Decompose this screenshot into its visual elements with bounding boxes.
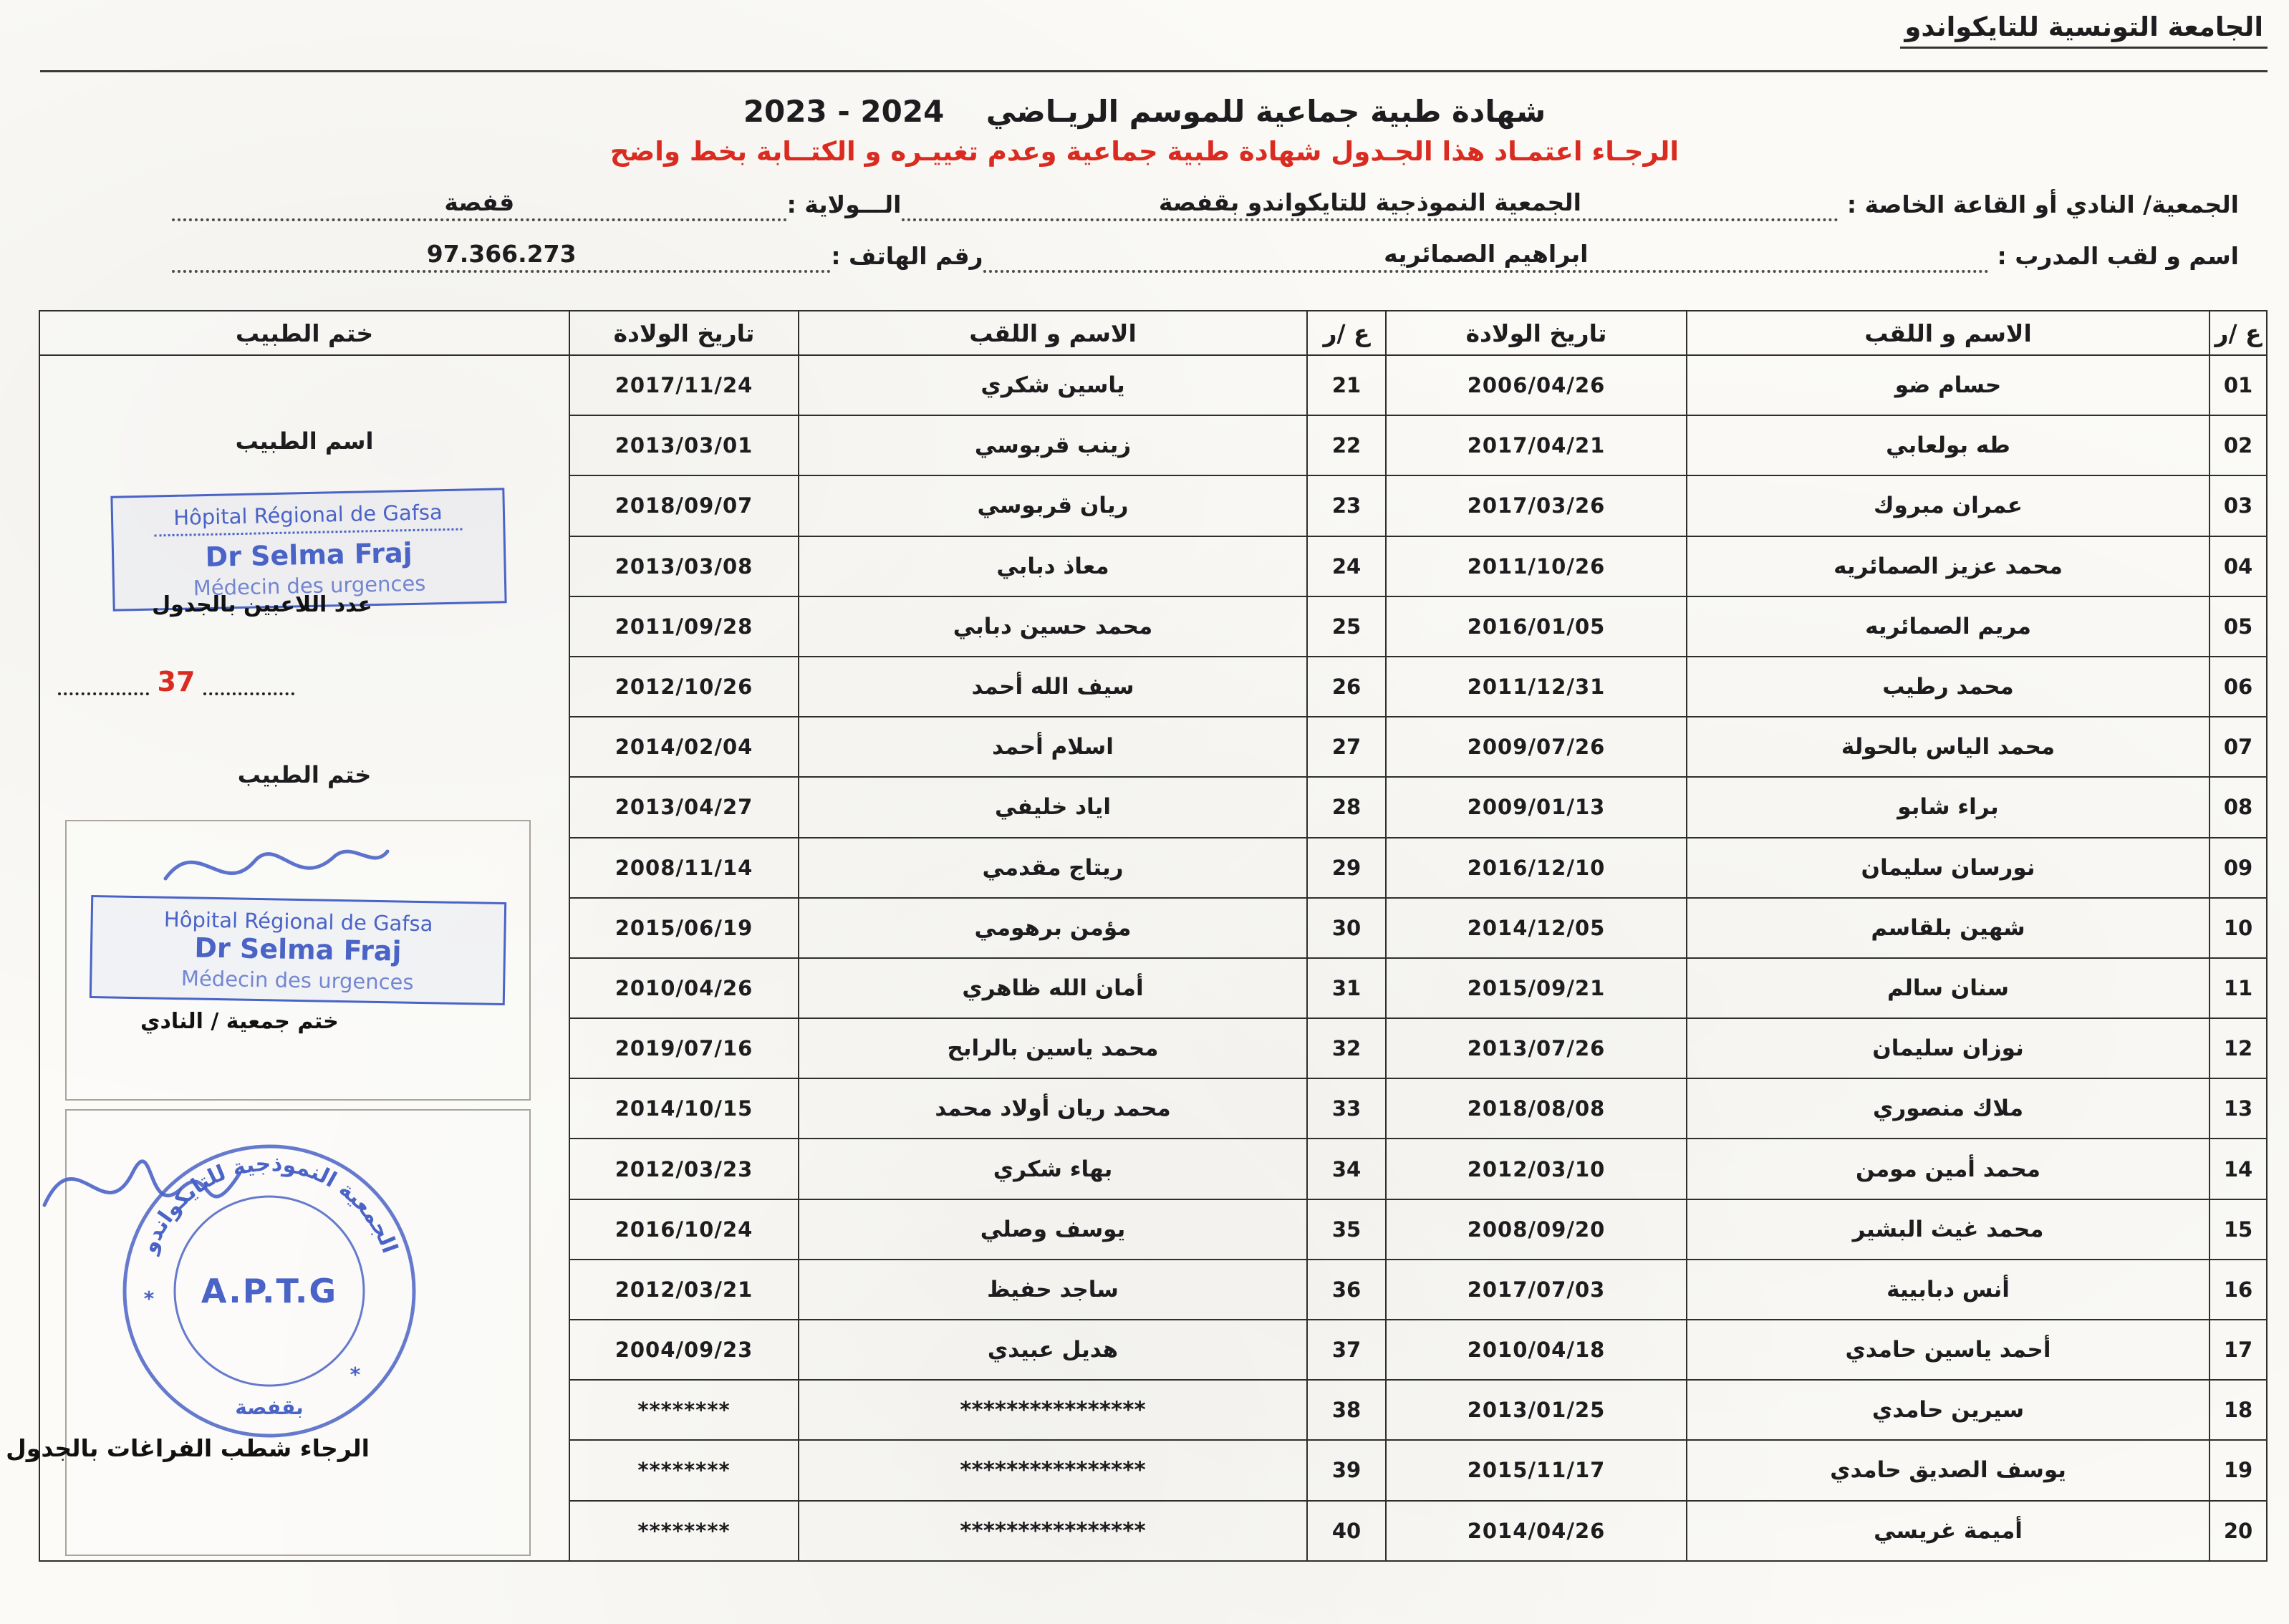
roster-cell-dob_l: 2018/09/07 xyxy=(569,475,799,536)
stamp-arc-text: الجمعية النموذجية للتايكواندو xyxy=(136,1151,403,1257)
roster-cell-num_l: 34 xyxy=(1307,1139,1386,1199)
roster-row xyxy=(569,596,2267,657)
hospital-name-text: Hôpital Régional de Gafsa xyxy=(173,500,443,530)
roster-cell-dob_l: 2014/10/15 xyxy=(569,1078,799,1139)
doctor-name-text: Dr Selma Fraj xyxy=(205,536,413,574)
roster-cell-num_l: 21 xyxy=(1307,355,1386,415)
state-label: الـــولاية : xyxy=(786,190,902,218)
roster-cell-dob_l: 2008/11/14 xyxy=(569,838,799,898)
roster-row xyxy=(569,1501,2267,1561)
roster-cell-name_r: حسام ضو xyxy=(1687,355,2210,415)
roster-cell-name_r: يوسف الصديق حامدي xyxy=(1687,1440,2210,1500)
roster-cell-dob_r: 2014/12/05 xyxy=(1386,898,1687,958)
roster-row xyxy=(569,415,2267,475)
roster-cell-name_l: محمد ريان أولاد محمد xyxy=(799,1078,1307,1139)
roster-cell-num_r: 20 xyxy=(2210,1501,2267,1561)
form-row-coach xyxy=(172,240,2239,273)
roster-row xyxy=(569,1199,2267,1260)
stamp-column-header: ختم الطبيب xyxy=(40,311,569,356)
roster-table xyxy=(569,310,2268,1562)
roster-cell-dob_l: 2010/04/26 xyxy=(569,958,799,1018)
dotted-line xyxy=(203,674,294,695)
form-row-club xyxy=(172,188,2239,221)
instruction-text: الرجـاء اعتمـاد هذا الجـدول شهادة طبية جماعية وعدم تغييـره و الكتــابة بخط واضح xyxy=(609,136,1680,167)
roster-row xyxy=(569,475,2267,536)
roster-table-body xyxy=(569,355,2267,1561)
roster-cell-name_r: مريم الصمائريه xyxy=(1687,596,2210,657)
roster-cell-name_l: ريان قربوسي xyxy=(799,475,1307,536)
roster-cell-dob_l: 2013/04/27 xyxy=(569,777,799,837)
roster-cell-dob_l: ******** xyxy=(569,1380,799,1440)
roster-cell-name_r: نورسان سليمان xyxy=(1687,838,2210,898)
header-dob-left: تاريخ الولادة xyxy=(569,311,799,355)
roster-cell-name_l: هديل عبيدي xyxy=(799,1320,1307,1380)
roster-row xyxy=(569,717,2267,777)
roster-cell-name_l: معاذ دبابي xyxy=(799,536,1307,596)
roster-cell-name_l: ياسين شكري xyxy=(799,355,1307,415)
roster-row xyxy=(569,1139,2267,1199)
roster-cell-dob_r: 2016/12/10 xyxy=(1386,838,1687,898)
roster-cell-name_l: ريتاج مقدمي xyxy=(799,838,1307,898)
roster-cell-dob_r: 2008/09/20 xyxy=(1386,1199,1687,1260)
stamp-column-body xyxy=(6,356,569,1560)
club-value: الجمعية النموذجية للتايكواندو بقفصة xyxy=(1158,188,1581,216)
roster-cell-num_l: 32 xyxy=(1307,1018,1386,1078)
roster-cell-name_r: طه بولعابي xyxy=(1687,415,2210,475)
roster-cell-num_r: 06 xyxy=(2210,657,2267,717)
roster-cell-num_r: 04 xyxy=(2210,536,2267,596)
roster-cell-dob_l: 2012/03/23 xyxy=(569,1139,799,1199)
roster-row xyxy=(569,1018,2267,1078)
roster-cell-num_l: 35 xyxy=(1307,1199,1386,1260)
roster-cell-name_r: أميمة غريسي xyxy=(1687,1501,2210,1561)
roster-area xyxy=(6,310,2268,1562)
header xyxy=(21,10,2268,49)
roster-cell-num_r: 15 xyxy=(2210,1199,2267,1260)
roster-cell-num_r: 11 xyxy=(2210,958,2267,1018)
roster-cell-num_r: 08 xyxy=(2210,777,2267,837)
roster-row xyxy=(569,536,2267,596)
roster-cell-dob_r: 2006/04/26 xyxy=(1386,355,1687,415)
roster-cell-name_r: محمد غيث البشير xyxy=(1687,1199,2210,1260)
roster-cell-name_r: ملاك منصوري xyxy=(1687,1078,2210,1139)
roster-cell-name_l: اسلام أحمد xyxy=(799,717,1307,777)
doctor-name-text: Dr Selma Fraj xyxy=(194,932,402,967)
stamp-column xyxy=(6,310,569,1562)
season-years: 2023 - 2024 xyxy=(743,94,945,129)
roster-cell-dob_l: 2016/10/24 xyxy=(569,1199,799,1260)
roster-cell-dob_r: 2013/07/26 xyxy=(1386,1018,1687,1078)
roster-cell-name_r: محمد الياس بالحولة xyxy=(1687,717,2210,777)
roster-row xyxy=(569,355,2267,415)
club-colon: : xyxy=(1839,190,1865,218)
stamp-star-left: * xyxy=(143,1287,155,1310)
roster-cell-num_r: 18 xyxy=(2210,1380,2267,1440)
roster-cell-name_r: أحمد ياسين حامدي xyxy=(1687,1320,2210,1380)
coach-colon: : xyxy=(1989,242,2015,270)
roster-cell-name_r: سيرين حامدي xyxy=(1687,1380,2210,1440)
roster-cell-dob_l: 2012/03/21 xyxy=(569,1260,799,1320)
header-divider xyxy=(40,70,2268,72)
roster-cell-dob_r: 2017/04/21 xyxy=(1386,415,1687,475)
roster-row xyxy=(569,1260,2267,1320)
roster-cell-num_r: 10 xyxy=(2210,898,2267,958)
players-count-value: 37 xyxy=(157,666,196,697)
roster-row xyxy=(569,898,2267,958)
roster-cell-num_r: 17 xyxy=(2210,1320,2267,1380)
roster-cell-name_l: سيف الله أحمد xyxy=(799,657,1307,717)
roster-cell-num_l: 27 xyxy=(1307,717,1386,777)
roster-cell-num_r: 19 xyxy=(2210,1440,2267,1500)
roster-cell-name_r: سنان سالم xyxy=(1687,958,2210,1018)
roster-cell-num_r: 07 xyxy=(2210,717,2267,777)
roster-cell-dob_r: 2010/04/18 xyxy=(1386,1320,1687,1380)
roster-cell-num_l: 25 xyxy=(1307,596,1386,657)
doctor-stamp-2 xyxy=(90,895,506,1005)
page-title-text: شهادة طبية جماعية للموسم الريـاضي xyxy=(986,94,1546,129)
roster-cell-num_l: 24 xyxy=(1307,536,1386,596)
roster-cell-dob_l: ******** xyxy=(569,1501,799,1561)
stamp-bottom-text: بقفصة xyxy=(235,1396,304,1419)
stamp-center-text: A.P.T.G xyxy=(201,1272,338,1310)
roster-cell-num_l: 31 xyxy=(1307,958,1386,1018)
roster-cell-name_r: محمد رطيب xyxy=(1687,657,2210,717)
org-name: الجامعة التونسية للتايكواندو xyxy=(1900,10,2268,49)
doctor-role-text: Médecin des urgences xyxy=(193,571,426,601)
roster-cell-dob_r: 2009/01/13 xyxy=(1386,777,1687,837)
roster-row xyxy=(569,657,2267,717)
state-value: قفصة xyxy=(444,188,515,216)
phone-field xyxy=(172,240,831,273)
hospital-name-text: Hôpital Régional de Gafsa xyxy=(163,907,433,937)
header-num-left: ع /ر xyxy=(1307,311,1386,355)
roster-cell-num_r: 14 xyxy=(2210,1139,2267,1199)
roster-cell-dob_l: ******** xyxy=(569,1440,799,1500)
roster-cell-dob_l: 2019/07/16 xyxy=(569,1018,799,1078)
roster-cell-name_r: نوزان سليمان xyxy=(1687,1018,2210,1078)
roster-cell-num_l: 39 xyxy=(1307,1440,1386,1500)
doctor-signature-icon xyxy=(155,828,398,907)
roster-cell-dob_r: 2015/09/21 xyxy=(1386,958,1687,1018)
roster-cell-dob_l: 2013/03/08 xyxy=(569,536,799,596)
club-stamp-label: ختم جمعية / النادي xyxy=(140,1009,339,1034)
roster-cell-num_r: 09 xyxy=(2210,838,2267,898)
header-num-right: ع /ر xyxy=(2210,311,2267,355)
roster-cell-name_l: يوسف وصلي xyxy=(799,1199,1307,1260)
roster-cell-dob_r: 2018/08/08 xyxy=(1386,1078,1687,1139)
roster-cell-num_l: 29 xyxy=(1307,838,1386,898)
coach-field xyxy=(983,240,1990,273)
roster-row xyxy=(569,777,2267,837)
state-field xyxy=(172,188,787,221)
roster-cell-dob_r: 2016/01/05 xyxy=(1386,596,1687,657)
roster-cell-name_r: عمران مبروك xyxy=(1687,475,2210,536)
roster-cell-num_r: 13 xyxy=(2210,1078,2267,1139)
roster-cell-num_l: 26 xyxy=(1307,657,1386,717)
roster-cell-num_r: 01 xyxy=(2210,355,2267,415)
phone-label: رقم الهاتف : xyxy=(831,242,983,270)
roster-cell-dob_l: 2017/11/24 xyxy=(569,355,799,415)
roster-row xyxy=(569,1380,2267,1440)
roster-cell-num_l: 36 xyxy=(1307,1260,1386,1320)
roster-cell-name_r: محمد عزيز الصمائريه xyxy=(1687,536,2210,596)
roster-cell-dob_l: 2014/02/04 xyxy=(569,717,799,777)
roster-cell-num_l: 22 xyxy=(1307,415,1386,475)
roster-cell-name_l: **************** xyxy=(799,1501,1307,1561)
roster-cell-dob_r: 2017/07/03 xyxy=(1386,1260,1687,1320)
roster-cell-num_l: 40 xyxy=(1307,1501,1386,1561)
roster-cell-name_l: مؤمن برهومي xyxy=(799,898,1307,958)
roster-cell-num_l: 37 xyxy=(1307,1320,1386,1380)
roster-row xyxy=(569,1320,2267,1380)
roster-cell-dob_l: 2004/09/23 xyxy=(569,1320,799,1380)
roster-row xyxy=(569,1440,2267,1500)
roster-cell-name_l: بهاء شكري xyxy=(799,1139,1307,1199)
doctor-stamp-label: ختم الطبيب xyxy=(237,761,372,788)
header-dob-right: تاريخ الولادة xyxy=(1386,311,1687,355)
roster-cell-name_r: محمد أمين مومن xyxy=(1687,1139,2210,1199)
roster-cell-num_r: 02 xyxy=(2210,415,2267,475)
roster-cell-name_l: اياد خليفي xyxy=(799,777,1307,837)
roster-cell-num_r: 12 xyxy=(2210,1018,2267,1078)
roster-cell-name_r: شهين بلقاسم xyxy=(1687,898,2210,958)
stamp-star-right: * xyxy=(350,1363,361,1386)
roster-cell-dob_r: 2015/11/17 xyxy=(1386,1440,1687,1500)
roster-cell-name_l: ساجد حفيظ xyxy=(799,1260,1307,1320)
roster-cell-name_l: أمان الله ظاهري xyxy=(799,958,1307,1018)
roster-cell-num_r: 05 xyxy=(2210,596,2267,657)
roster-cell-dob_r: 2011/12/31 xyxy=(1386,657,1687,717)
roster-cell-name_l: زينب قربوسي xyxy=(799,415,1307,475)
doctor-role-text: Médecin des urgences xyxy=(180,966,414,995)
roster-cell-dob_r: 2014/04/26 xyxy=(1386,1501,1687,1561)
roster-cell-num_l: 33 xyxy=(1307,1078,1386,1139)
roster-cell-num_l: 28 xyxy=(1307,777,1386,837)
club-field xyxy=(902,188,1839,221)
roster-cell-dob_l: 2012/10/26 xyxy=(569,657,799,717)
roster-cell-dob_l: 2013/03/01 xyxy=(569,415,799,475)
coach-label: اسم و لقب المدرب xyxy=(2015,242,2239,270)
roster-row xyxy=(569,1078,2267,1139)
roster-cell-dob_r: 2009/07/26 xyxy=(1386,717,1687,777)
roster-cell-num_r: 16 xyxy=(2210,1260,2267,1320)
roster-cell-name_r: أنس دبابيية xyxy=(1687,1260,2210,1320)
roster-cell-name_r: براء شابو xyxy=(1687,777,2210,837)
roster-cell-num_r: 03 xyxy=(2210,475,2267,536)
roster-cell-name_l: محمد ياسين بالرابح xyxy=(799,1018,1307,1078)
note-text: الرجاء شطب الفراغات بالجدول xyxy=(6,1434,370,1462)
roster-cell-name_l: **************** xyxy=(799,1440,1307,1500)
club-signature-icon xyxy=(36,1119,251,1255)
roster-cell-dob_r: 2012/03/10 xyxy=(1386,1139,1687,1199)
roster-cell-num_l: 30 xyxy=(1307,898,1386,958)
roster-cell-name_l: محمد حسين دبابي xyxy=(799,596,1307,657)
phone-value: 97.366.273 xyxy=(426,240,577,268)
header-name-right: الاسم و اللقب xyxy=(1687,311,2210,355)
roster-cell-dob_l: 2015/06/19 xyxy=(569,898,799,958)
form-area xyxy=(172,188,2239,273)
roster-row xyxy=(569,838,2267,898)
roster-cell-dob_r: 2013/01/25 xyxy=(1386,1380,1687,1440)
roster-cell-dob_r: 2011/10/26 xyxy=(1386,536,1687,596)
header-name-left: الاسم و اللقب xyxy=(799,311,1307,355)
roster-row xyxy=(569,958,2267,1018)
roster-cell-dob_r: 2017/03/26 xyxy=(1386,475,1687,536)
roster-cell-name_l: **************** xyxy=(799,1380,1307,1440)
dotted-line xyxy=(58,674,149,695)
roster-cell-num_l: 23 xyxy=(1307,475,1386,536)
roster-header-row xyxy=(569,311,2267,355)
roster-cell-dob_l: 2011/09/28 xyxy=(569,596,799,657)
page-title xyxy=(21,94,2268,129)
players-count-line xyxy=(58,668,294,695)
players-count-label: عدد اللاعبين بالجدول xyxy=(152,592,372,617)
roster-cell-num_l: 38 xyxy=(1307,1380,1386,1440)
doctor-name-label: اسم الطبيب xyxy=(235,427,374,455)
coach-value: ابراهيم الصمائريه xyxy=(1384,240,1589,268)
stamp-divider xyxy=(155,528,463,537)
club-label: الجمعية/ النادي أو القاعة الخاصة xyxy=(1864,190,2239,218)
